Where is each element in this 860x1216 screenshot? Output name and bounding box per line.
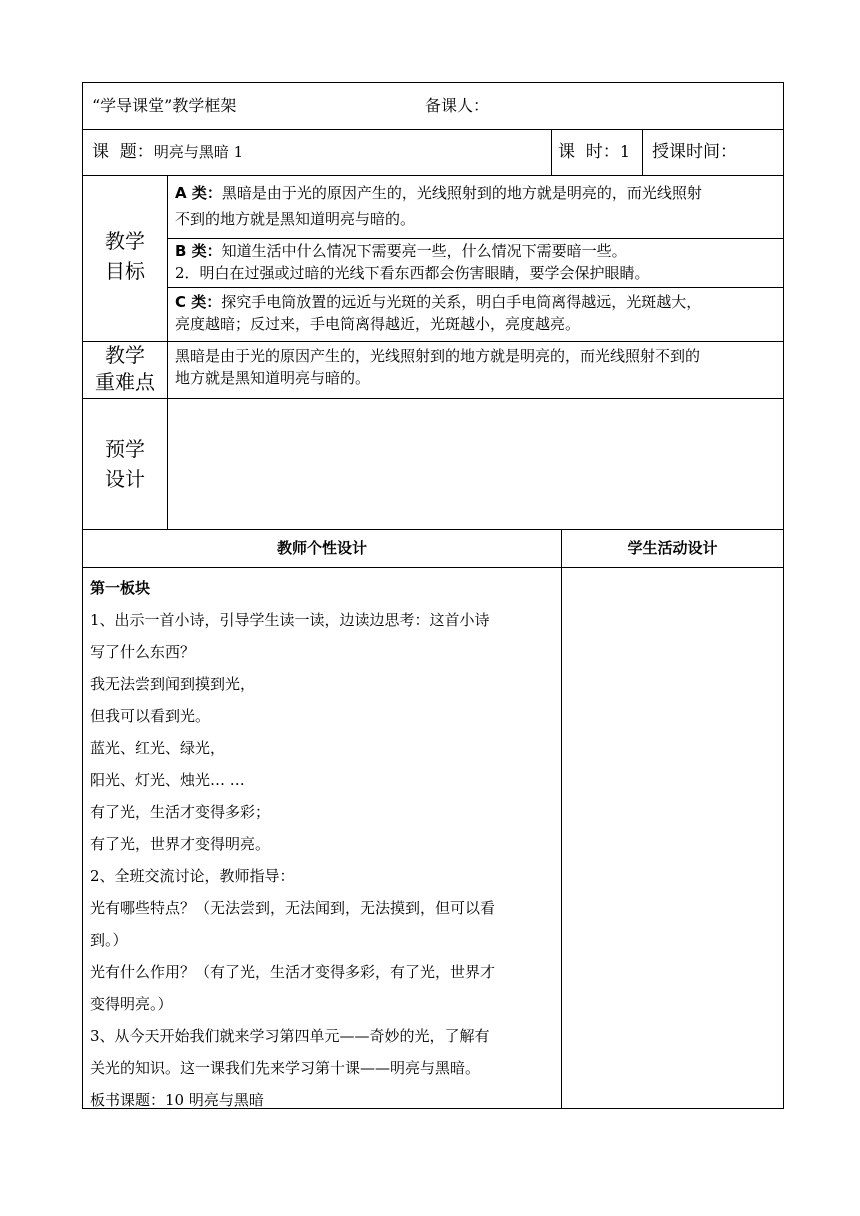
lesson-line: 但我可以看到光。 — [90, 707, 211, 725]
lesson-line: 2、全班交流讨论，教师指导： — [90, 867, 295, 885]
period-field — [558, 141, 642, 165]
preview-label-line2: 设计 — [105, 467, 145, 491]
col-divider — [642, 129, 643, 176]
lesson-line: 光有什么作用？（有了光，生活才变得多彩，有了光，世界才 — [90, 963, 496, 981]
preview-design-label — [84, 434, 166, 496]
goal-b-tag: B 类： — [175, 242, 222, 260]
student-activity-content — [562, 568, 783, 1108]
table-border-top — [82, 82, 784, 83]
row-divider — [82, 175, 784, 176]
key-points-line2: 地方就是黑知道明亮与暗的。 — [175, 369, 371, 387]
lesson-line: 蓝光、红光、绿光， — [90, 739, 226, 757]
lesson-line: 阳光、灯光、烛光… … — [90, 771, 245, 789]
lesson-line: 变得明亮。） — [90, 995, 173, 1013]
preview-design-content — [168, 399, 783, 529]
goal-c-line2: 亮度越暗；反过来，手电筒离得越近，光斑越小，亮度越亮。 — [175, 315, 581, 333]
lesson-line: 我无法尝到闻到摸到光， — [90, 675, 256, 693]
row-divider — [82, 341, 784, 342]
lesson-line: 有了光，世界才变得明亮。 — [90, 835, 271, 853]
goal-b-line1: 知道生活中什么情况下需要亮一些，什么情况下需要暗一些。 — [221, 242, 627, 260]
lesson-line: 到。） — [90, 931, 128, 949]
teaching-time-label: 授课时间： — [652, 142, 737, 162]
goal-a — [175, 182, 780, 238]
preparer-label: 备课人： — [425, 96, 490, 115]
goal-b — [175, 240, 780, 286]
lesson-line: 有了光，生活才变得多彩； — [90, 803, 271, 821]
goal-a-line1: 黑暗是由于光的原因产生的，光线照射到的地方就是明亮的，而光线照射 — [221, 184, 702, 202]
goal-a-line2: 不到的地方就是黑知道明亮与暗的。 — [175, 210, 416, 228]
period-label: 课 时： — [558, 142, 620, 162]
goal-b-line2: 2．明白在过强或过暗的光线下看东西都会伤害眼睛，要学会保护眼睛。 — [175, 264, 650, 282]
key-points-label-line2: 重难点 — [95, 370, 155, 394]
lesson-line: 关光的知识。这一课我们先来学习第十课——明亮与黑暗。 — [90, 1059, 481, 1077]
lesson-line: 写了什么东西？ — [90, 643, 196, 661]
row-divider — [167, 287, 784, 288]
framework-title: “学导课堂”教学框架 — [92, 96, 237, 115]
student-activity-header: 学生活动设计 — [627, 539, 718, 557]
goal-c — [175, 291, 780, 341]
table-border-left — [82, 82, 83, 1109]
goals-label-line2: 目标 — [105, 259, 145, 283]
col-divider — [551, 129, 552, 176]
row-divider — [167, 238, 784, 239]
topic-label: 课 题： — [92, 142, 154, 162]
lesson-line: 1、出示一首小诗，引导学生读一读，边读边思考：这首小诗 — [90, 611, 490, 629]
preview-label-line1: 预学 — [105, 437, 145, 461]
teacher-design-content — [90, 572, 558, 1108]
goals-label-line1: 教学 — [105, 229, 145, 253]
key-points-line1: 黑暗是由于光的原因产生的，光线照射到的地方就是明亮的，而光线照射不到的 — [175, 347, 701, 365]
table-border-bottom — [82, 1108, 784, 1109]
lesson-line: 板书课题：10 明亮与黑暗 — [90, 1091, 264, 1108]
goal-c-line1: 探究手电筒放置的远近与光斑的关系，明白手电筒离得越远，光斑越大， — [221, 293, 702, 311]
key-points-text — [175, 345, 780, 395]
lesson-line: 第一板块 — [90, 579, 151, 597]
key-points-label — [84, 342, 166, 398]
goal-a-tag: A 类： — [175, 184, 222, 202]
row-divider — [82, 129, 784, 130]
key-points-label-line1: 教学 — [105, 343, 145, 367]
period-value: 1 — [619, 142, 630, 161]
lesson-line: 3、从今天开始我们就来学习第四单元——奇妙的光，了解有 — [90, 1027, 490, 1045]
goal-c-tag: C 类： — [175, 293, 222, 311]
topic-value: 明亮与黑暗 1 — [153, 143, 244, 161]
goals-label — [84, 226, 166, 288]
table-border-right — [783, 82, 784, 1109]
lesson-line: 光有哪些特点？（无法尝到，无法闻到，无法摸到，但可以看 — [90, 899, 496, 917]
teacher-design-header: 教师个性设计 — [276, 539, 367, 557]
topic-field — [92, 141, 542, 165]
